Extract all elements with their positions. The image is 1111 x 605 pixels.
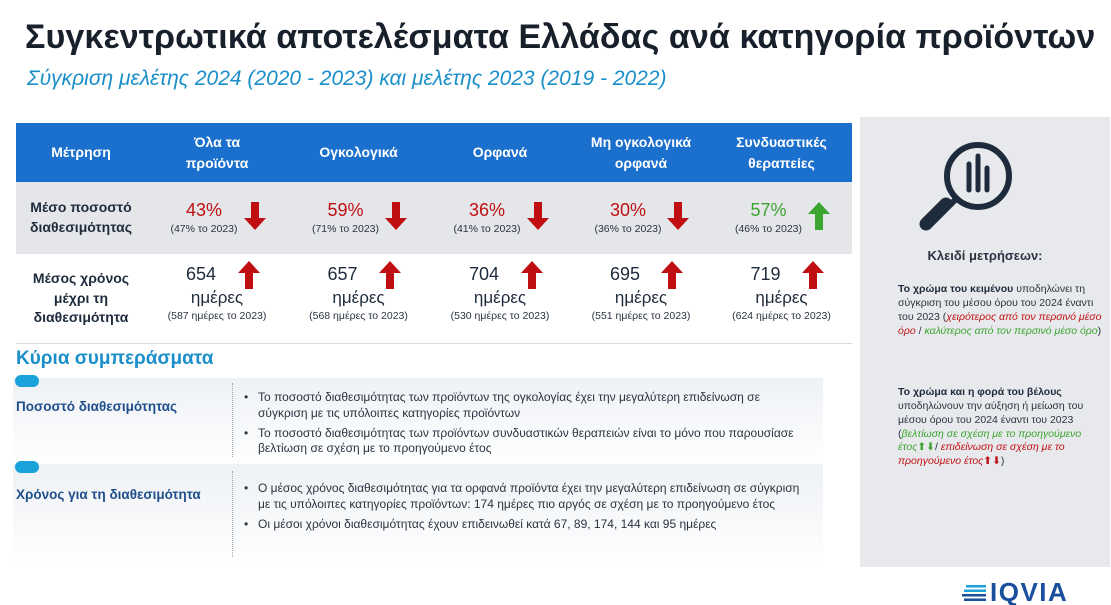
cell-value: 657 bbox=[327, 264, 358, 284]
arrow-up-icon bbox=[238, 261, 260, 289]
table-cell bbox=[146, 182, 288, 254]
cell-previous: (530 ημέρες το 2023) bbox=[450, 310, 550, 322]
list-item: • Το ποσοστό διαθεσιμότητας των προϊόντων συνδυαστικών θεραπειών είναι το μόνο που παρουσίασε βελτίωση σε σχέση με το προηγούμενο έτος bbox=[243, 426, 803, 458]
section-marker bbox=[15, 375, 39, 387]
arrow-down-icon bbox=[385, 202, 407, 230]
table-cell bbox=[288, 182, 429, 254]
arrow-up-icon bbox=[808, 202, 830, 230]
arrow-down-icon bbox=[667, 202, 689, 230]
key-panel bbox=[860, 117, 1110, 567]
cell-value: 57% bbox=[750, 200, 787, 220]
table-cell bbox=[429, 254, 571, 343]
arrow-up-icon bbox=[379, 261, 401, 289]
arrow-icon: ⬆⬇ bbox=[983, 455, 1001, 468]
list-item: • Ο μέσος χρόνος διαθεσιμότητας για τα ορφανά προϊόντα έχει την μεγαλύτερη επιδείνωση σε σύγκριση με τις υπόλοιπες κατηγορίες προϊόντων: 174 ημέρες πιο αργός σε σχέση με το προηγούμενο έτος bbox=[243, 481, 803, 513]
conclusion-label-availability: Ποσοστό διαθεσιμότητας bbox=[16, 399, 178, 414]
iqvia-logo bbox=[962, 577, 1068, 605]
cell-unit: ημέρες bbox=[614, 288, 668, 307]
cell-value: 59% bbox=[327, 200, 364, 220]
key-title: Κλειδί μετρήσεων: bbox=[927, 248, 1043, 263]
cell-previous: (71% το 2023) bbox=[311, 223, 380, 235]
table-row-availability-rate bbox=[16, 182, 852, 254]
cell-previous: (47% το 2023) bbox=[170, 223, 238, 235]
arrow-up-icon bbox=[661, 261, 683, 289]
cell-previous: (568 ημέρες το 2023) bbox=[309, 310, 408, 322]
magnifier-chart-icon bbox=[918, 134, 1020, 238]
cell-previous: (551 ημέρες το 2023) bbox=[591, 310, 691, 322]
logo-text: IQVIA bbox=[990, 577, 1069, 605]
arrow-icon: ⬆⬇ bbox=[917, 441, 935, 454]
row-label: Μέσος χρόνος μέχρι τη διαθεσιμότητα bbox=[32, 270, 130, 326]
list-item: • Οι μέσοι χρόνοι διαθεσιμότητας έχουν επιδεινωθεί κατά 67, 89, 174, 144 και 95 ημέρες bbox=[243, 517, 803, 533]
divider bbox=[232, 383, 233, 457]
cell-value: 36% bbox=[468, 200, 506, 220]
cell-previous: (36% το 2023) bbox=[594, 223, 662, 235]
section-marker bbox=[15, 461, 39, 473]
cell-unit: ημέρες bbox=[473, 288, 527, 307]
conclusion-bullets-availability bbox=[243, 390, 803, 461]
cell-value: 43% bbox=[185, 200, 223, 220]
cell-value: 30% bbox=[609, 200, 647, 220]
table-cell bbox=[711, 254, 852, 343]
header-metric: Μέτρηση bbox=[51, 144, 111, 161]
page-title: Συγκεντρωτικά αποτελέσματα Ελλάδας ανά κατηγορία προϊόντων bbox=[25, 18, 1096, 56]
arrow-down-icon bbox=[244, 202, 266, 230]
arrow-up-icon bbox=[802, 261, 824, 289]
table-cell bbox=[571, 254, 711, 343]
cell-unit: ημέρες bbox=[190, 288, 244, 307]
table-row-time-to-availability bbox=[16, 254, 852, 344]
cell-previous: (624 ημέρες το 2023) bbox=[732, 310, 831, 322]
cell-previous: (46% το 2023) bbox=[734, 223, 803, 235]
arrow-up-icon bbox=[521, 261, 543, 289]
key-arrow-note: Το χρώμα και η φορά του βέλους υποδηλώνουν την αύξηση ή μείωση του μέσου όρου του 2024 έναντι του 2023 (βελτίωση σε σχέση με το προηγούμενο έτος⬆⬇/ επιδείνωση σε σχέση με το προηγούμενο έτος⬆⬇) bbox=[898, 386, 1084, 468]
divider bbox=[232, 471, 233, 557]
conclusion-bullets-time bbox=[243, 481, 803, 536]
cell-value: 704 bbox=[468, 264, 500, 284]
table-cell bbox=[288, 254, 429, 343]
header-non-oncology-orphan: Μη ογκολογικά ορφανά bbox=[590, 134, 692, 171]
list-item: • Το ποσοστό διαθεσιμότητας των προϊόντων της ογκολογίας έχει την μεγαλύτερη επιδείνωση σε σύγκριση με τις υπόλοιπες κατηγορίες προϊόντων bbox=[243, 390, 803, 422]
conclusions-title: Κύρια συμπεράσματα bbox=[16, 348, 214, 369]
cell-previous: (587 ημέρες το 2023) bbox=[167, 310, 267, 322]
table-header bbox=[16, 123, 852, 182]
cell-unit: ημέρες bbox=[332, 288, 385, 307]
key-text-color-note: Το χρώμα του κειμένου υποδηλώνει τη σύγκριση του μέσου όρου του 2024 έναντι του 2023 (χειρότερος από τον περσινό μέσο όρο / καλύτερος από τον περσινό μέσο όρο) bbox=[898, 283, 1102, 337]
header-oncology: Ογκολογικά bbox=[319, 144, 398, 161]
header-orphan: Ορφανά bbox=[472, 144, 528, 161]
cell-previous: (41% το 2023) bbox=[453, 223, 521, 235]
arrow-down-icon bbox=[527, 202, 549, 230]
logo-mark-icon bbox=[962, 585, 986, 601]
conclusion-label-time: Χρόνος για τη διαθεσιμότητα bbox=[16, 487, 201, 502]
table-cell bbox=[711, 182, 852, 254]
table-cell bbox=[571, 182, 711, 254]
header-combination-therapies: Συνδυαστικές θεραπείες bbox=[736, 134, 827, 171]
table-cell bbox=[146, 254, 288, 343]
cell-value: 695 bbox=[609, 264, 641, 284]
cell-value: 654 bbox=[185, 264, 217, 284]
page-subtitle: Σύγκριση μελέτης 2024 (2020 - 2023) και μελέτης 2023 (2019 - 2022) bbox=[27, 67, 667, 90]
header-all-products: Όλα τα προϊόντα bbox=[185, 134, 249, 171]
row-label: Μέσο ποσοστό διαθεσιμότητας bbox=[30, 199, 132, 235]
cell-unit: ημέρες bbox=[755, 288, 808, 307]
cell-value: 719 bbox=[750, 264, 781, 284]
table-cell bbox=[429, 182, 571, 254]
